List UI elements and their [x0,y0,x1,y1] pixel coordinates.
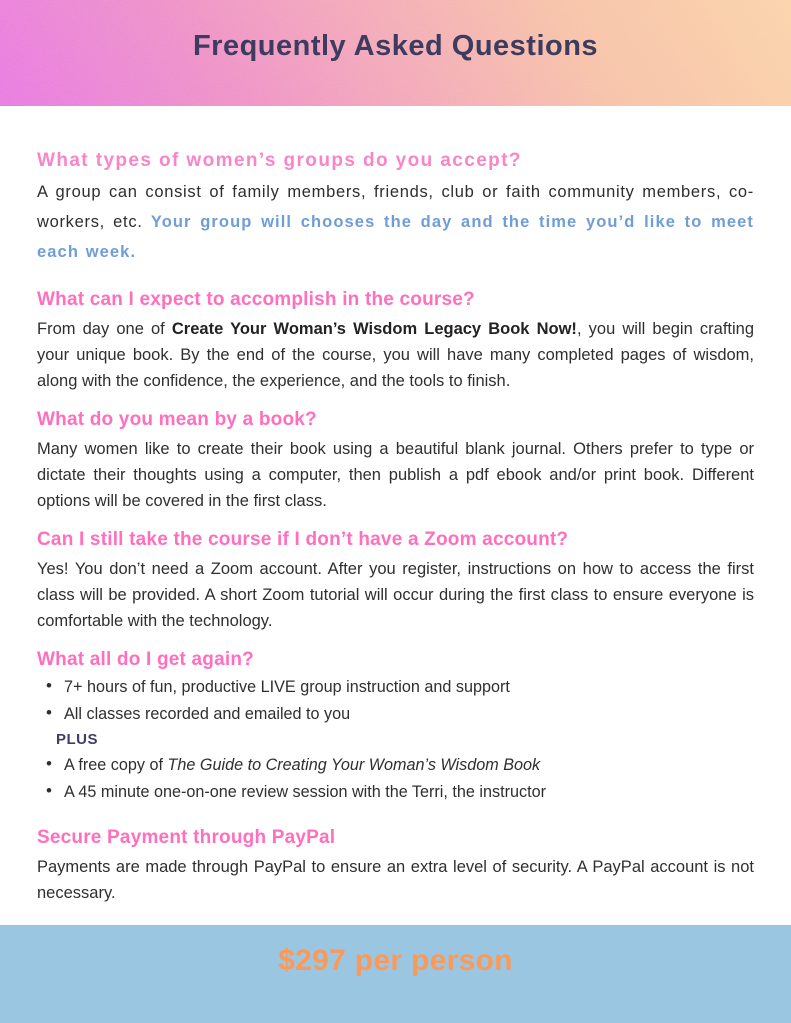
faq-question: What all do I get again? [37,649,254,670]
faq-answer: Many women like to create their book using a beautiful blank journal. Others prefer to type or dictate their thoughts using a computer, then publish a pdf ebook and/or print book. Different options will be covered in the first class. [37,440,754,510]
faq-answer-text: From day one of [37,320,172,338]
faq-question: What can I expect to accomplish in the course? [37,289,475,310]
price-banner [0,925,791,1023]
page-title: Frequently Asked Questions [192,30,599,62]
price-text: $297 per person [278,944,513,977]
faq-question: What do you mean by a book? [37,409,317,430]
faq-answer-highlight: Your group will chooses the day and the time you’d like to meet each week. [37,213,754,261]
faq-answer [37,316,754,394]
benefits-list [37,676,754,725]
faq-section-what-i-get [37,649,754,803]
list-item-text: A free copy of [64,756,168,774]
plus-label: PLUS [56,731,99,748]
faq-answer: Payments are made through PayPal to ensure an extra level of security. A PayPal account is not necessary. [37,858,754,902]
faq-section-zoom [37,529,754,634]
list-item: • A 45 minute one-on-one review session with the Terri, the instructor [37,781,754,803]
course-name-bold: Create Your Woman’s Wisdom Legacy Book Now! [171,320,577,338]
page-header [0,0,791,106]
faq-section-groups [37,150,754,267]
faq-section-accomplish [37,289,754,394]
faq-answer-text: A group can consist of family members, friends, club or faith community members, co-workers, etc. [37,183,754,231]
faq-answer: Yes! You don’t need a Zoom account. After you register, instructions on how to access the first class will be provided. A short Zoom tutorial will occur during the first class to ensure everyone is comfortable with the technology. [37,560,754,630]
faq-answer [37,177,754,267]
list-item [37,754,754,776]
faq-question: Can I still take the course if I don’t have a Zoom account? [37,529,569,550]
faq-section-payment [37,827,754,906]
faq-content [0,106,791,925]
guide-title-italic: The Guide to Creating Your Woman’s Wisdom Book [167,756,541,774]
faq-section-book [37,409,754,514]
faq-answer-text: , you will begin crafting your unique book. By the end of the course, you will have many completed pages of wisdom, along with the confidence, the experience, and the tools to finish. [37,320,755,390]
faq-question: What types of women’s groups do you accept? [37,150,522,171]
list-item: • 7+ hours of fun, productive LIVE group instruction and support [37,676,754,698]
benefits-list-plus [37,754,754,803]
list-item: • All classes recorded and emailed to you [37,703,754,725]
faq-question: Secure Payment through PayPal [37,827,336,848]
